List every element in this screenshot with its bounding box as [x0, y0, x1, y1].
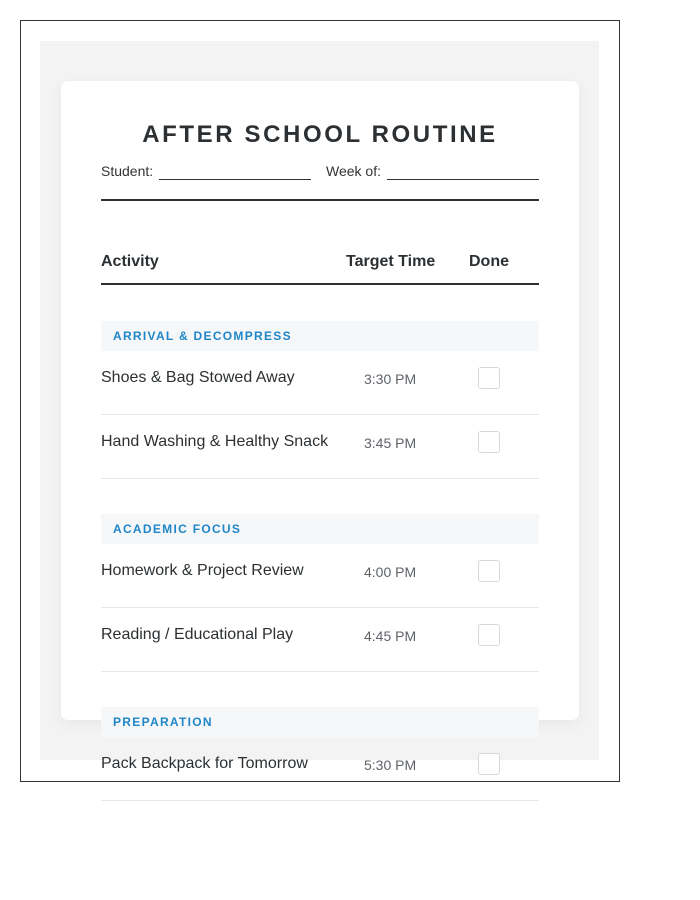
section-title: ARRIVAL & DECOMPRESS [113, 329, 292, 343]
student-label: Student: [101, 163, 154, 179]
student-name-field[interactable] [159, 179, 311, 180]
page-title: AFTER SCHOOL ROUTINE [142, 121, 498, 148]
target-time: 4:00 PM [364, 564, 417, 580]
table-row [101, 544, 539, 608]
week-of-field[interactable] [387, 179, 539, 180]
table-row [101, 608, 539, 672]
target-time: 3:30 PM [364, 371, 417, 387]
activity-name: Homework & Project Review [101, 562, 304, 579]
activity-name: Hand Washing & Healthy Snack [101, 433, 329, 450]
done-checkbox[interactable] [478, 431, 500, 453]
table-row [101, 415, 539, 479]
done-checkbox[interactable] [478, 624, 500, 646]
column-header-done: Done [469, 253, 509, 270]
done-checkbox[interactable] [478, 753, 500, 775]
week-label: Week of: [326, 163, 381, 179]
done-checkbox[interactable] [478, 367, 500, 389]
section-header [101, 321, 539, 351]
activity-name: Reading / Educational Play [101, 626, 294, 643]
section-title: ACADEMIC FOCUS [113, 522, 242, 536]
done-checkbox[interactable] [478, 560, 500, 582]
column-header-target-time: Target Time [346, 253, 436, 270]
header-divider [101, 199, 539, 201]
target-time: 4:45 PM [364, 628, 417, 644]
column-header-activity: Activity [101, 253, 159, 270]
activity-name: Pack Backpack for Tomorrow [101, 755, 308, 772]
table-header-divider [101, 283, 539, 285]
table-row [101, 737, 539, 801]
target-time: 5:30 PM [364, 757, 417, 773]
table-row [101, 351, 539, 415]
section-title: PREPARATION [113, 715, 213, 729]
activity-name: Shoes & Bag Stowed Away [101, 369, 295, 386]
target-time: 3:45 PM [364, 435, 417, 451]
section-header [101, 514, 539, 544]
section-header [101, 707, 539, 737]
